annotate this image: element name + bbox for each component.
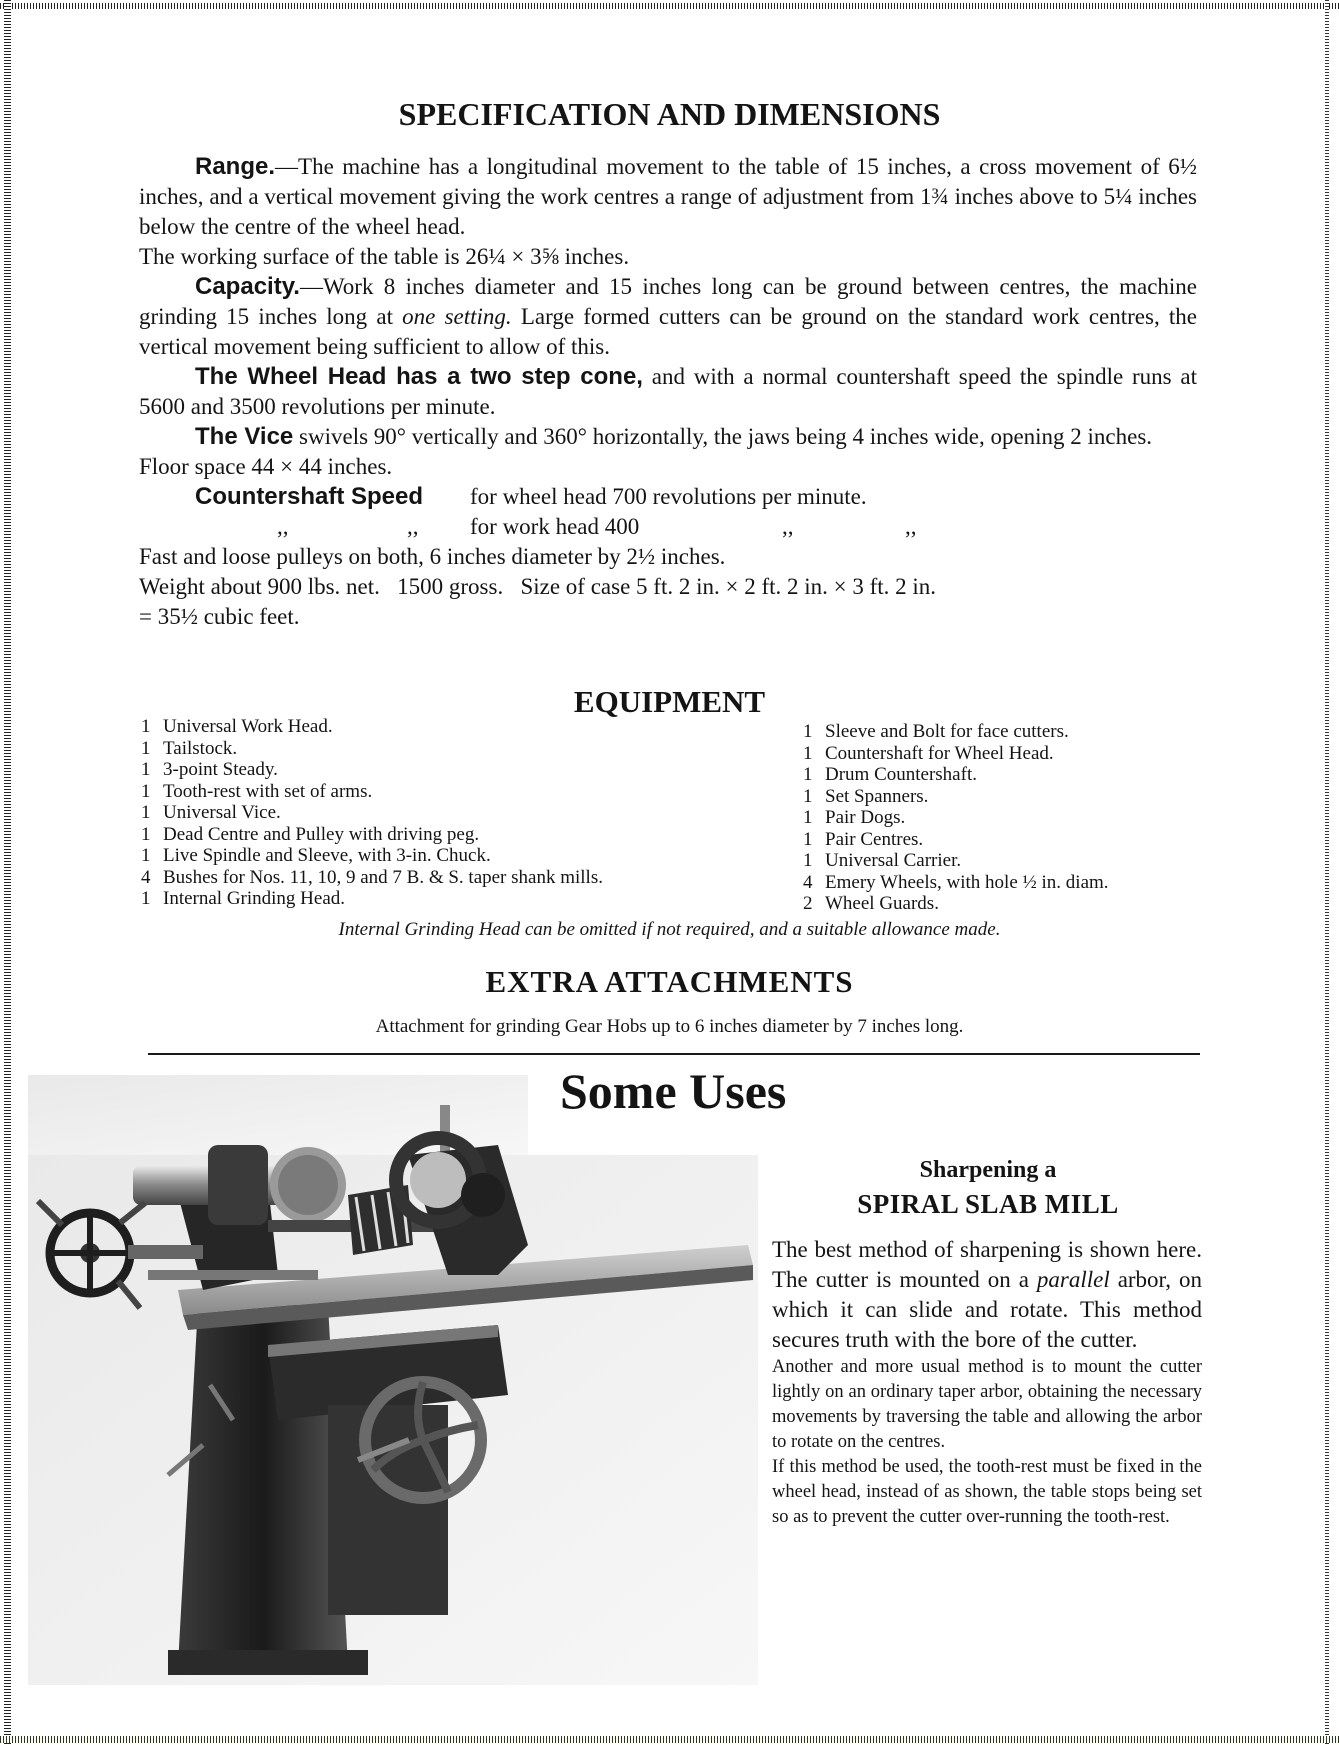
countershaft-line-2 [139, 512, 1197, 542]
uses-paragraph-3: If this method be used, the tooth-rest must be fixed in the wheel head, instead of as shown, the table stops being set so as to prevent the cutter over-running the tooth-rest. [772, 1457, 1202, 1527]
equipment-note: Internal Grinding Head can be omitted if not required, and a suitable allowance made. [338, 919, 1001, 940]
equipment-item-label: Sleeve and Bolt for face cutters. [825, 721, 1069, 742]
cubic-text: = 35½ cubic feet. [139, 604, 300, 629]
equipment-list-left [141, 716, 791, 910]
capacity-text-a: —Work 8 inches diameter and 15 inches long can be ground between centres, the machine grinding 15 inches long at [139, 274, 1197, 329]
capacity-italic: one setting. [402, 304, 512, 329]
equipment-qty: 4 [803, 871, 813, 893]
equipment-item [141, 716, 791, 738]
equipment-qty: 1 [803, 828, 813, 850]
range-paragraph [139, 152, 1197, 242]
equipment-item-label: Countershaft for Wheel Head. [825, 742, 1054, 764]
divider-rule [148, 1053, 1200, 1055]
equipment-item-label: Internal Grinding Head. [163, 888, 346, 909]
vice-paragraph [139, 422, 1197, 452]
equipment-qty: 1 [141, 823, 151, 845]
spec-title: SPECIFICATION AND DIMENSIONS [398, 96, 941, 132]
equipment-item-label: Bushes for Nos. 11, 10, 9 and 7 B. & S. taper shank mills. [163, 866, 603, 888]
equipment-qty: 2 [803, 893, 813, 914]
equipment-item [141, 759, 791, 781]
page-border-bottom [0, 1736, 1339, 1743]
equipment-item-label: Universal Vice. [163, 802, 281, 823]
capacity-text-b: Large formed cutters can be ground on the standard work centres, the vertical movement being sufficient to allow of this. [139, 304, 1197, 359]
range-lead: Range. [195, 153, 276, 180]
equipment-item [141, 781, 791, 803]
equipment-item [803, 872, 1203, 894]
spec-body [139, 152, 1197, 632]
uses-paragraph-2: Another and more usual method is to mount the cutter lightly on an ordinary taper arbor, obtaining the necessary movements by traversing the table and allowing the arbor to rotate on the centres. [772, 1357, 1202, 1452]
vice-lead: The Vice [195, 423, 294, 450]
capacity-paragraph [139, 272, 1197, 362]
equipment-item [141, 867, 791, 889]
equipment-item [141, 888, 791, 910]
page-border-top [0, 3, 1339, 9]
equipment-item-label: Set Spanners. [825, 785, 929, 807]
equipment-item-label: Drum Countershaft. [825, 764, 977, 785]
equipment-item [141, 824, 791, 846]
weight-text: Weight about 900 lbs. net. 1500 gross. Size of case 5 ft. 2 in. × 2 ft. 2 in. × 3 ft. 2 in. [139, 574, 937, 599]
equipment-item-label: Tooth-rest with set of arms. [163, 780, 373, 802]
equipment-qty: 1 [803, 850, 813, 871]
vice-text: swivels 90° vertically and 360° horizontally, the jaws being 4 inches wide, opening 2 inches. [293, 424, 1153, 449]
equipment-qty: 1 [141, 716, 151, 737]
equipment-qty: 1 [803, 785, 813, 807]
equipment-item-label: Tailstock. [163, 737, 238, 759]
photo-caption-line-1: Sharpening a [919, 1157, 1057, 1183]
equipment-item [803, 764, 1203, 786]
floor-space: Floor space 44 × 44 inches. [139, 454, 393, 479]
uses-p1-text-a: The best method of sharpening is shown here. The cutter is mounted on a [772, 1237, 1202, 1292]
ditto-mark: ,, [277, 514, 289, 539]
equipment-item [141, 802, 791, 824]
page-border-right [1325, 0, 1329, 1745]
some-uses-title: Some Uses [560, 1063, 787, 1119]
uses-body [772, 1235, 1202, 1530]
equipment-qty: 1 [803, 721, 813, 742]
equipment-qty: 1 [141, 780, 151, 802]
equipment-qty: 1 [141, 888, 151, 909]
equipment-item-label: Wheel Guards. [825, 893, 939, 914]
surface-paragraph: The working surface of the table is 26¼ × 3⅝ inches. [139, 244, 630, 269]
countershaft-text-2: for work head 400 [470, 514, 640, 539]
countershaft-lead: Countershaft Speed [195, 483, 424, 510]
equipment-item-label: Pair Centres. [825, 828, 924, 850]
equipment-qty: 1 [803, 764, 813, 785]
equipment-qty: 1 [803, 807, 813, 828]
wheel-head-text: and with a normal countershaft speed the spindle runs at 5600 and 3500 revolutions per minute. [139, 364, 1197, 419]
equipment-item-label: Universal Work Head. [163, 716, 333, 737]
equipment-item [803, 721, 1203, 743]
equipment-qty: 4 [141, 866, 151, 888]
equipment-item [803, 850, 1203, 872]
ditto-mark: ,, [905, 514, 917, 539]
equipment-item-label: Universal Carrier. [825, 850, 962, 871]
equipment-item [803, 807, 1203, 829]
equipment-title: EQUIPMENT [573, 684, 766, 719]
uses-paragraph-1 [772, 1235, 1202, 1355]
uses-p1-text-b: arbor, on which it can slide and rotate. This method secures truth with the bore of the cutter. [772, 1267, 1203, 1352]
equipment-qty: 1 [141, 759, 151, 780]
equipment-item-label: Pair Dogs. [825, 807, 906, 828]
extra-attachments-text: Attachment for grinding Gear Hobs up to 6 inches diameter by 7 inches long. [375, 1016, 964, 1037]
equipment-qty: 1 [141, 802, 151, 823]
equipment-item [803, 786, 1203, 808]
range-text: —The machine has a longitudinal movement to the table of 15 inches, a cross movement of 6½ inches, and a vertical movement giving the work centres a range of adjustment from 1¾ inches above to 5¼ inches below the centre of the wheel head. [139, 154, 1197, 239]
ditto-mark: ,, [407, 514, 419, 539]
countershaft-line-1 [139, 482, 1197, 512]
equipment-item [141, 738, 791, 760]
pulleys-text: Fast and loose pulleys on both, 6 inches diameter by 2½ inches. [139, 544, 726, 569]
equipment-item-label: Live Spindle and Sleeve, with 3-in. Chuck. [163, 845, 491, 866]
uses-p1-italic: parallel [1036, 1267, 1110, 1292]
extra-attachments-title: EXTRA ATTACHMENTS [485, 964, 854, 999]
ditto-mark: ,, [782, 514, 794, 539]
equipment-item-label: Emery Wheels, with hole ½ in. diam. [825, 871, 1109, 893]
equipment-item [803, 743, 1203, 765]
equipment-qty: 1 [803, 742, 813, 764]
equipment-item-label: 3-point Steady. [163, 759, 278, 780]
capacity-lead: Capacity. [195, 273, 300, 300]
wheel-head-lead: The Wheel Head has a two step cone, [195, 363, 643, 390]
photo-caption-line-2: SPIRAL SLAB MILL [857, 1189, 1119, 1219]
equipment-list-right [803, 721, 1203, 915]
equipment-item [141, 845, 791, 867]
equipment-item [803, 893, 1203, 915]
countershaft-text-1: for wheel head 700 revolutions per minute. [470, 484, 867, 509]
wheel-head-paragraph [139, 362, 1197, 422]
page-border-left [4, 0, 11, 1745]
equipment-item [803, 829, 1203, 851]
grinding-machine-photo [28, 1075, 758, 1685]
equipment-qty: 1 [141, 737, 151, 759]
equipment-qty: 1 [141, 845, 151, 866]
equipment-item-label: Dead Centre and Pulley with driving peg. [163, 823, 480, 845]
